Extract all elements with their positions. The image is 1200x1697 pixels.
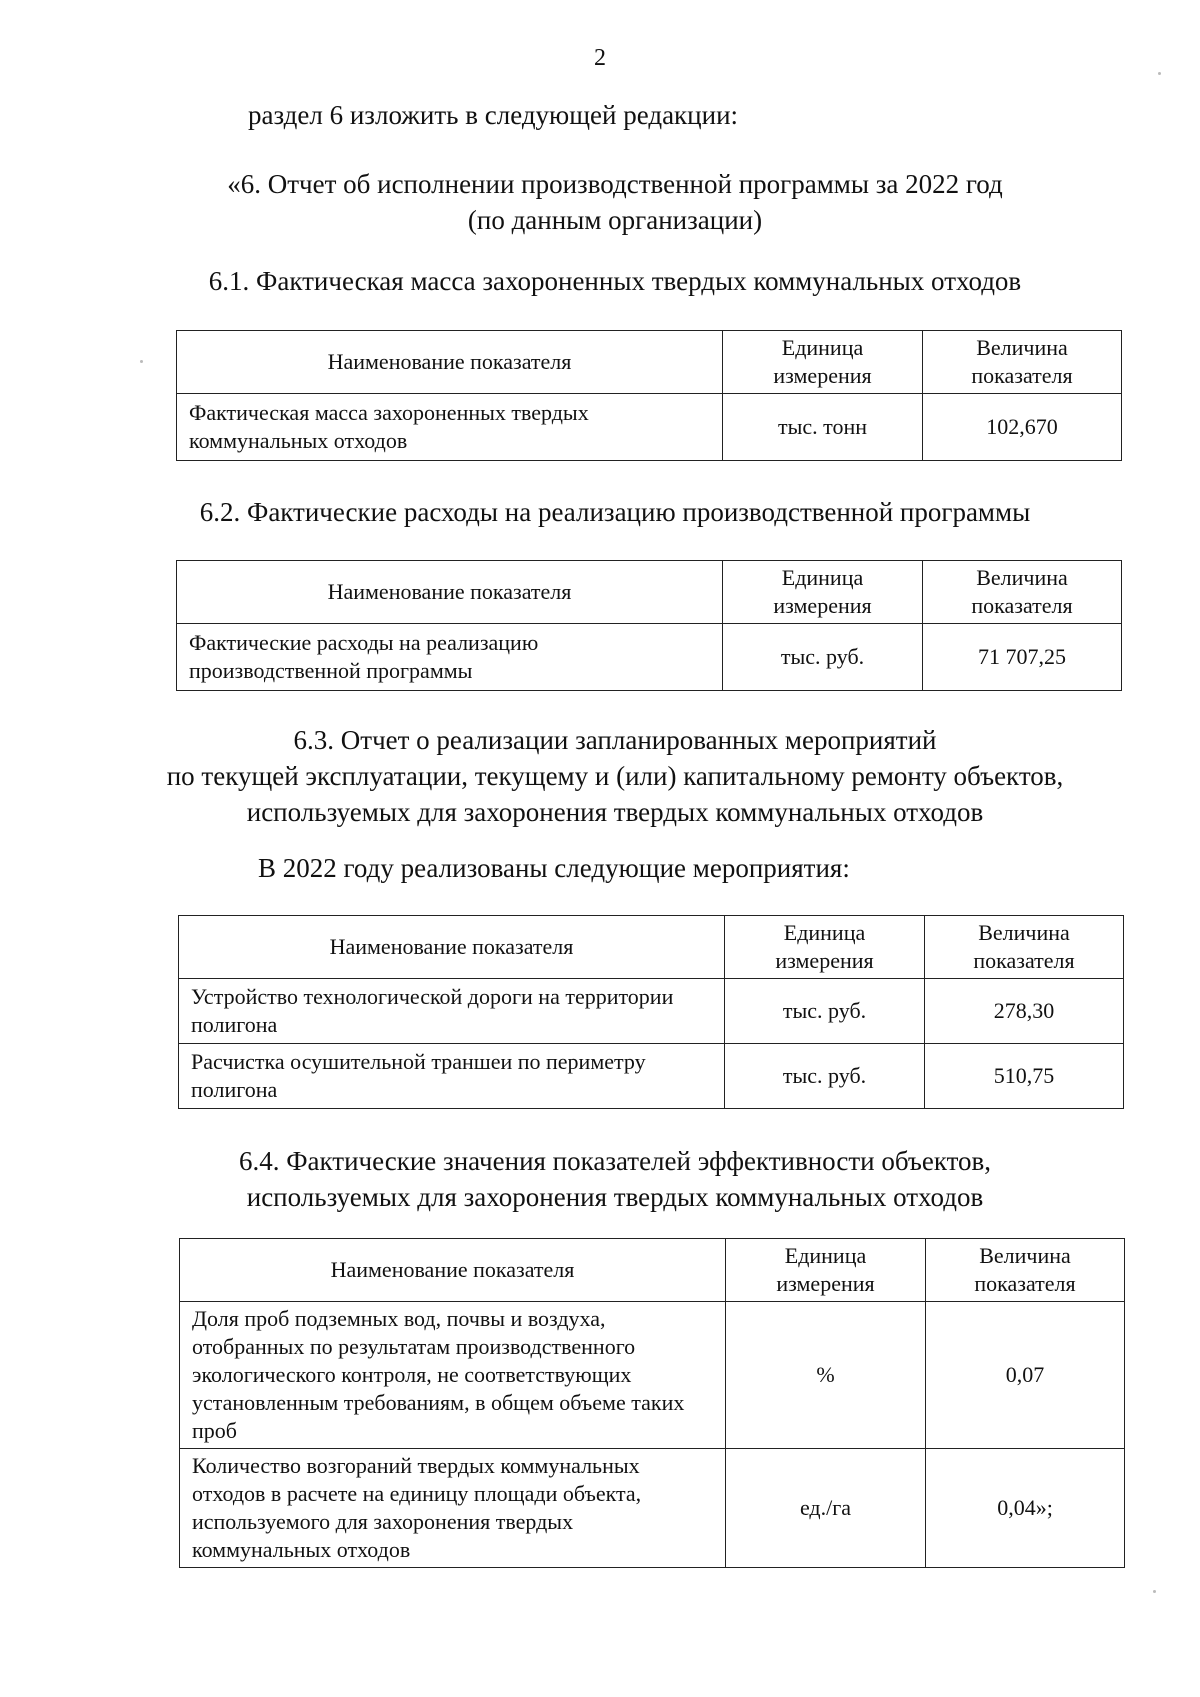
section-6-3-heading-line1: 6.3. Отчет о реализации запланированных мероприятий — [293, 725, 937, 755]
section-6-2-heading-text: 6.2. Фактические расходы на реализацию производственной программы — [199, 497, 1031, 527]
table-row — [180, 1449, 1125, 1568]
row-name-cell: Фактическая масса захороненных твердых коммунальных отходов — [177, 394, 723, 461]
section-6-3-heading-line2: по текущей эксплуатации, текущему и (или) капитальному ремонту объектов, — [166, 761, 1064, 791]
header-value-cell: Величина показателя — [925, 916, 1124, 979]
row-unit-cell: тыс. тонн — [723, 394, 923, 461]
table-6-4 — [179, 1238, 1125, 1568]
row-value-cell: 71 707,25 — [923, 624, 1122, 691]
scan-speck — [140, 360, 143, 363]
intro-text: раздел 6 изложить в следующей редакции: — [248, 100, 739, 130]
row-name-cell: Количество возгораний твердых коммунальных отходов в расчете на единицу площади объекта, используемого для захоронения твердых коммунальных отходов — [180, 1449, 726, 1568]
row-value-cell: 0,04»; — [926, 1449, 1125, 1568]
section-6-1-heading-text: 6.1. Фактическая масса захороненных твердых коммунальных отходов — [208, 266, 1022, 296]
section-6-3-heading — [150, 722, 1080, 830]
header-unit-cell: Единица измерения — [723, 561, 923, 624]
scan-speck — [1158, 72, 1161, 75]
header-value-cell: Величина показателя — [926, 1239, 1125, 1302]
section-6-1-heading — [150, 263, 1080, 299]
table-row — [177, 624, 1122, 691]
row-name-cell: Расчистка осушительной траншеи по периметру полигона — [179, 1044, 725, 1109]
row-unit-cell: тыс. руб. — [725, 1044, 925, 1109]
header-name-cell: Наименование показателя — [177, 331, 723, 394]
section-6-3-heading-line3: используемых для захоронения твердых коммунальных отходов — [246, 797, 984, 827]
row-value-cell: 102,670 — [923, 394, 1122, 461]
row-unit-cell: тыс. руб. — [725, 979, 925, 1044]
page-number: 2 — [594, 45, 606, 71]
table-row — [179, 979, 1124, 1044]
table-header-row — [180, 1239, 1125, 1302]
header-value-cell: Величина показателя — [923, 331, 1122, 394]
row-unit-cell: ед./га — [726, 1449, 926, 1568]
header-unit-cell: Единица измерения — [726, 1239, 926, 1302]
table-header-row — [177, 561, 1122, 624]
row-value-cell: 510,75 — [925, 1044, 1124, 1109]
row-value-cell: 278,30 — [925, 979, 1124, 1044]
section-6-title-line1: «6. Отчет об исполнении производственной программы за 2022 год — [227, 169, 1003, 199]
header-value-cell: Величина показателя — [923, 561, 1122, 624]
section-6-4-heading — [150, 1143, 1080, 1215]
table-row — [179, 1044, 1124, 1109]
header-name-cell: Наименование показателя — [177, 561, 723, 624]
row-unit-cell: тыс. руб. — [723, 624, 923, 691]
row-unit-cell: % — [726, 1302, 926, 1449]
section-6-4-heading-line2: используемых для захоронения твердых коммунальных отходов — [246, 1182, 984, 1212]
table-6-2 — [176, 560, 1122, 691]
row-name-cell: Устройство технологической дороги на территории полигона — [179, 979, 725, 1044]
header-unit-cell: Единица измерения — [723, 331, 923, 394]
table-6-3 — [178, 915, 1124, 1109]
table-header-row — [177, 331, 1122, 394]
section-6-title-line2: (по данным организации) — [467, 205, 763, 235]
header-unit-cell: Единица измерения — [725, 916, 925, 979]
table-header-row — [179, 916, 1124, 979]
header-name-cell: Наименование показателя — [179, 916, 725, 979]
header-name-cell: Наименование показателя — [180, 1239, 726, 1302]
section-6-2-heading — [150, 494, 1080, 530]
table-6-1 — [176, 330, 1122, 461]
table-row — [180, 1302, 1125, 1449]
row-name-cell: Доля проб подземных вод, почвы и воздуха, отобранных по результатам производственного экологического контроля, не соответствующих установленным требованиям, в общем объеме таких проб — [180, 1302, 726, 1449]
row-value-cell: 0,07 — [926, 1302, 1125, 1449]
scan-speck — [1153, 1590, 1156, 1593]
section-6-title — [150, 166, 1080, 238]
row-name-cell: Фактические расходы на реализацию производственной программы — [177, 624, 723, 691]
section-6-3-paragraph: В 2022 году реализованы следующие мероприятия: — [258, 853, 850, 883]
table-row — [177, 394, 1122, 461]
section-6-4-heading-line1: 6.4. Фактические значения показателей эффективности объектов, — [238, 1146, 992, 1176]
